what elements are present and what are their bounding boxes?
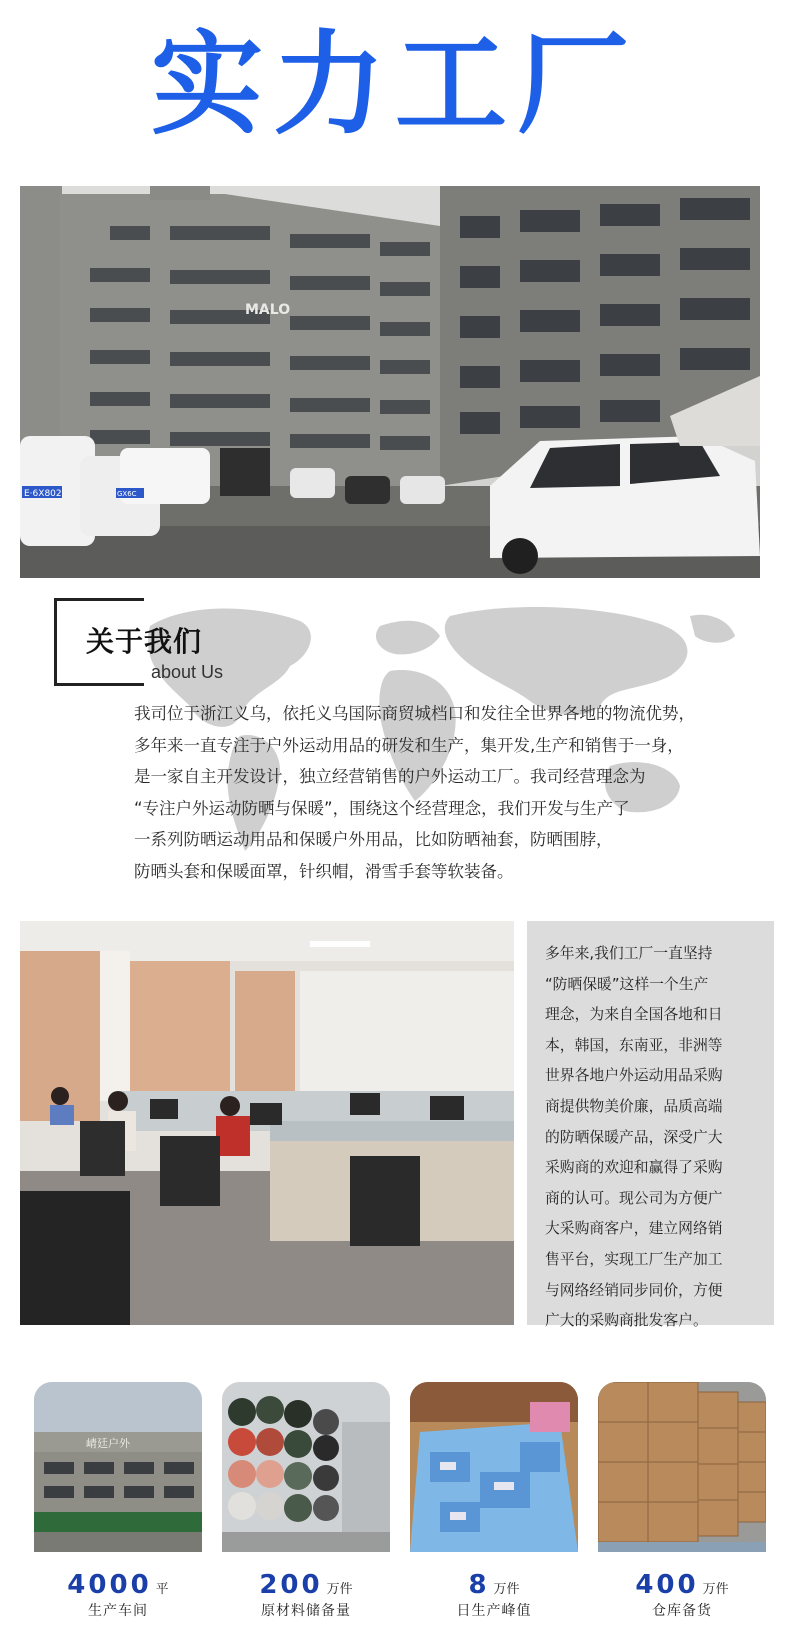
materials-photo (222, 1382, 390, 1552)
workshop-photo (34, 1382, 202, 1552)
side-line: 本，韩国，东南亚，非洲等 (545, 1036, 723, 1054)
stat-warehouse (598, 1382, 766, 1632)
stat-unit: 万件 (493, 1582, 520, 1597)
office-photo (20, 921, 514, 1325)
about-section (0, 590, 790, 890)
about-line: 一系列防晒运动用品和保暖户外用品，比如防晒袖套，防晒围脖， (134, 830, 613, 849)
side-line: 理念，为来自全国各地和日 (545, 1006, 723, 1024)
stat-materials (222, 1382, 390, 1632)
page-title: 实力工厂 (151, 20, 639, 150)
side-line: 广大的采购商批发客户。 (545, 1312, 708, 1330)
about-line: 防晒头套和保暖面罩，针织帽，滑雪手套等软装备。 (134, 861, 514, 881)
stat-label: 仓库备货 (652, 1603, 712, 1619)
building-sign: MALO (245, 302, 291, 318)
side-line: 的防晒保暖产品，深受广大 (545, 1128, 723, 1146)
side-line: 大采购商客户，建立网络销 (545, 1220, 723, 1238)
production-photo (410, 1382, 578, 1552)
license-plate: GX6C (117, 490, 137, 498)
stat-production (410, 1382, 578, 1632)
about-subtitle: about Us (151, 662, 224, 682)
stat-label: 日生产峰值 (456, 1603, 532, 1619)
about-line: “专注户外运动防晒与保暖”，围绕这个经营理念，我们开发与生产了 (134, 798, 630, 818)
side-line: 商提供物美价廉，品质高端 (545, 1097, 723, 1115)
stat-number: 200 (259, 1570, 323, 1600)
stats-row (0, 1382, 790, 1642)
stat-unit: 万件 (326, 1582, 353, 1597)
about-line: 是一家自主开发设计，独立经营销售的户外运动工厂。我司经营理念为 (134, 767, 646, 786)
about-description (134, 698, 774, 887)
side-line: 与网络经销同步同价，方便 (545, 1281, 723, 1299)
stat-number: 8 (468, 1570, 490, 1600)
warehouse-photo (598, 1382, 766, 1552)
side-line: 世界各地户外运动用品采购 (545, 1067, 723, 1085)
stat-label: 原材料储备量 (261, 1603, 351, 1619)
stat-workshop (34, 1382, 202, 1632)
license-plate: E·6X802 (24, 489, 62, 499)
side-line: 采购商的欢迎和赢得了采购 (545, 1159, 723, 1177)
stat-number: 4000 (67, 1570, 152, 1600)
stat-number: 400 (635, 1570, 699, 1600)
side-panel (527, 921, 774, 1330)
about-title: 关于我们 (86, 625, 203, 658)
side-line: 售平台，实现工厂生产加工 (545, 1250, 723, 1268)
workshop-sign: 崝廷户外 (86, 1437, 130, 1450)
side-line: “防晒保暖”这样一个生产 (545, 975, 709, 993)
stat-unit: 万件 (702, 1582, 729, 1597)
about-frame-top (54, 598, 144, 601)
side-line: 商的认可。现公司为方便广 (545, 1189, 723, 1207)
side-line: 多年来,我们工厂一直坚持 (545, 945, 713, 962)
stat-label: 生产车间 (88, 1603, 148, 1619)
about-line: 多年来一直专注于户外运动用品的研发和生产，集开发,生产和销售于一身， (134, 735, 684, 755)
stat-unit: 平 (155, 1582, 169, 1597)
factory-building-photo (20, 186, 760, 578)
about-line: 我司位于浙江义乌，依托义乌国际商贸城档口和发往全世界各地的物流优势， (134, 704, 695, 723)
